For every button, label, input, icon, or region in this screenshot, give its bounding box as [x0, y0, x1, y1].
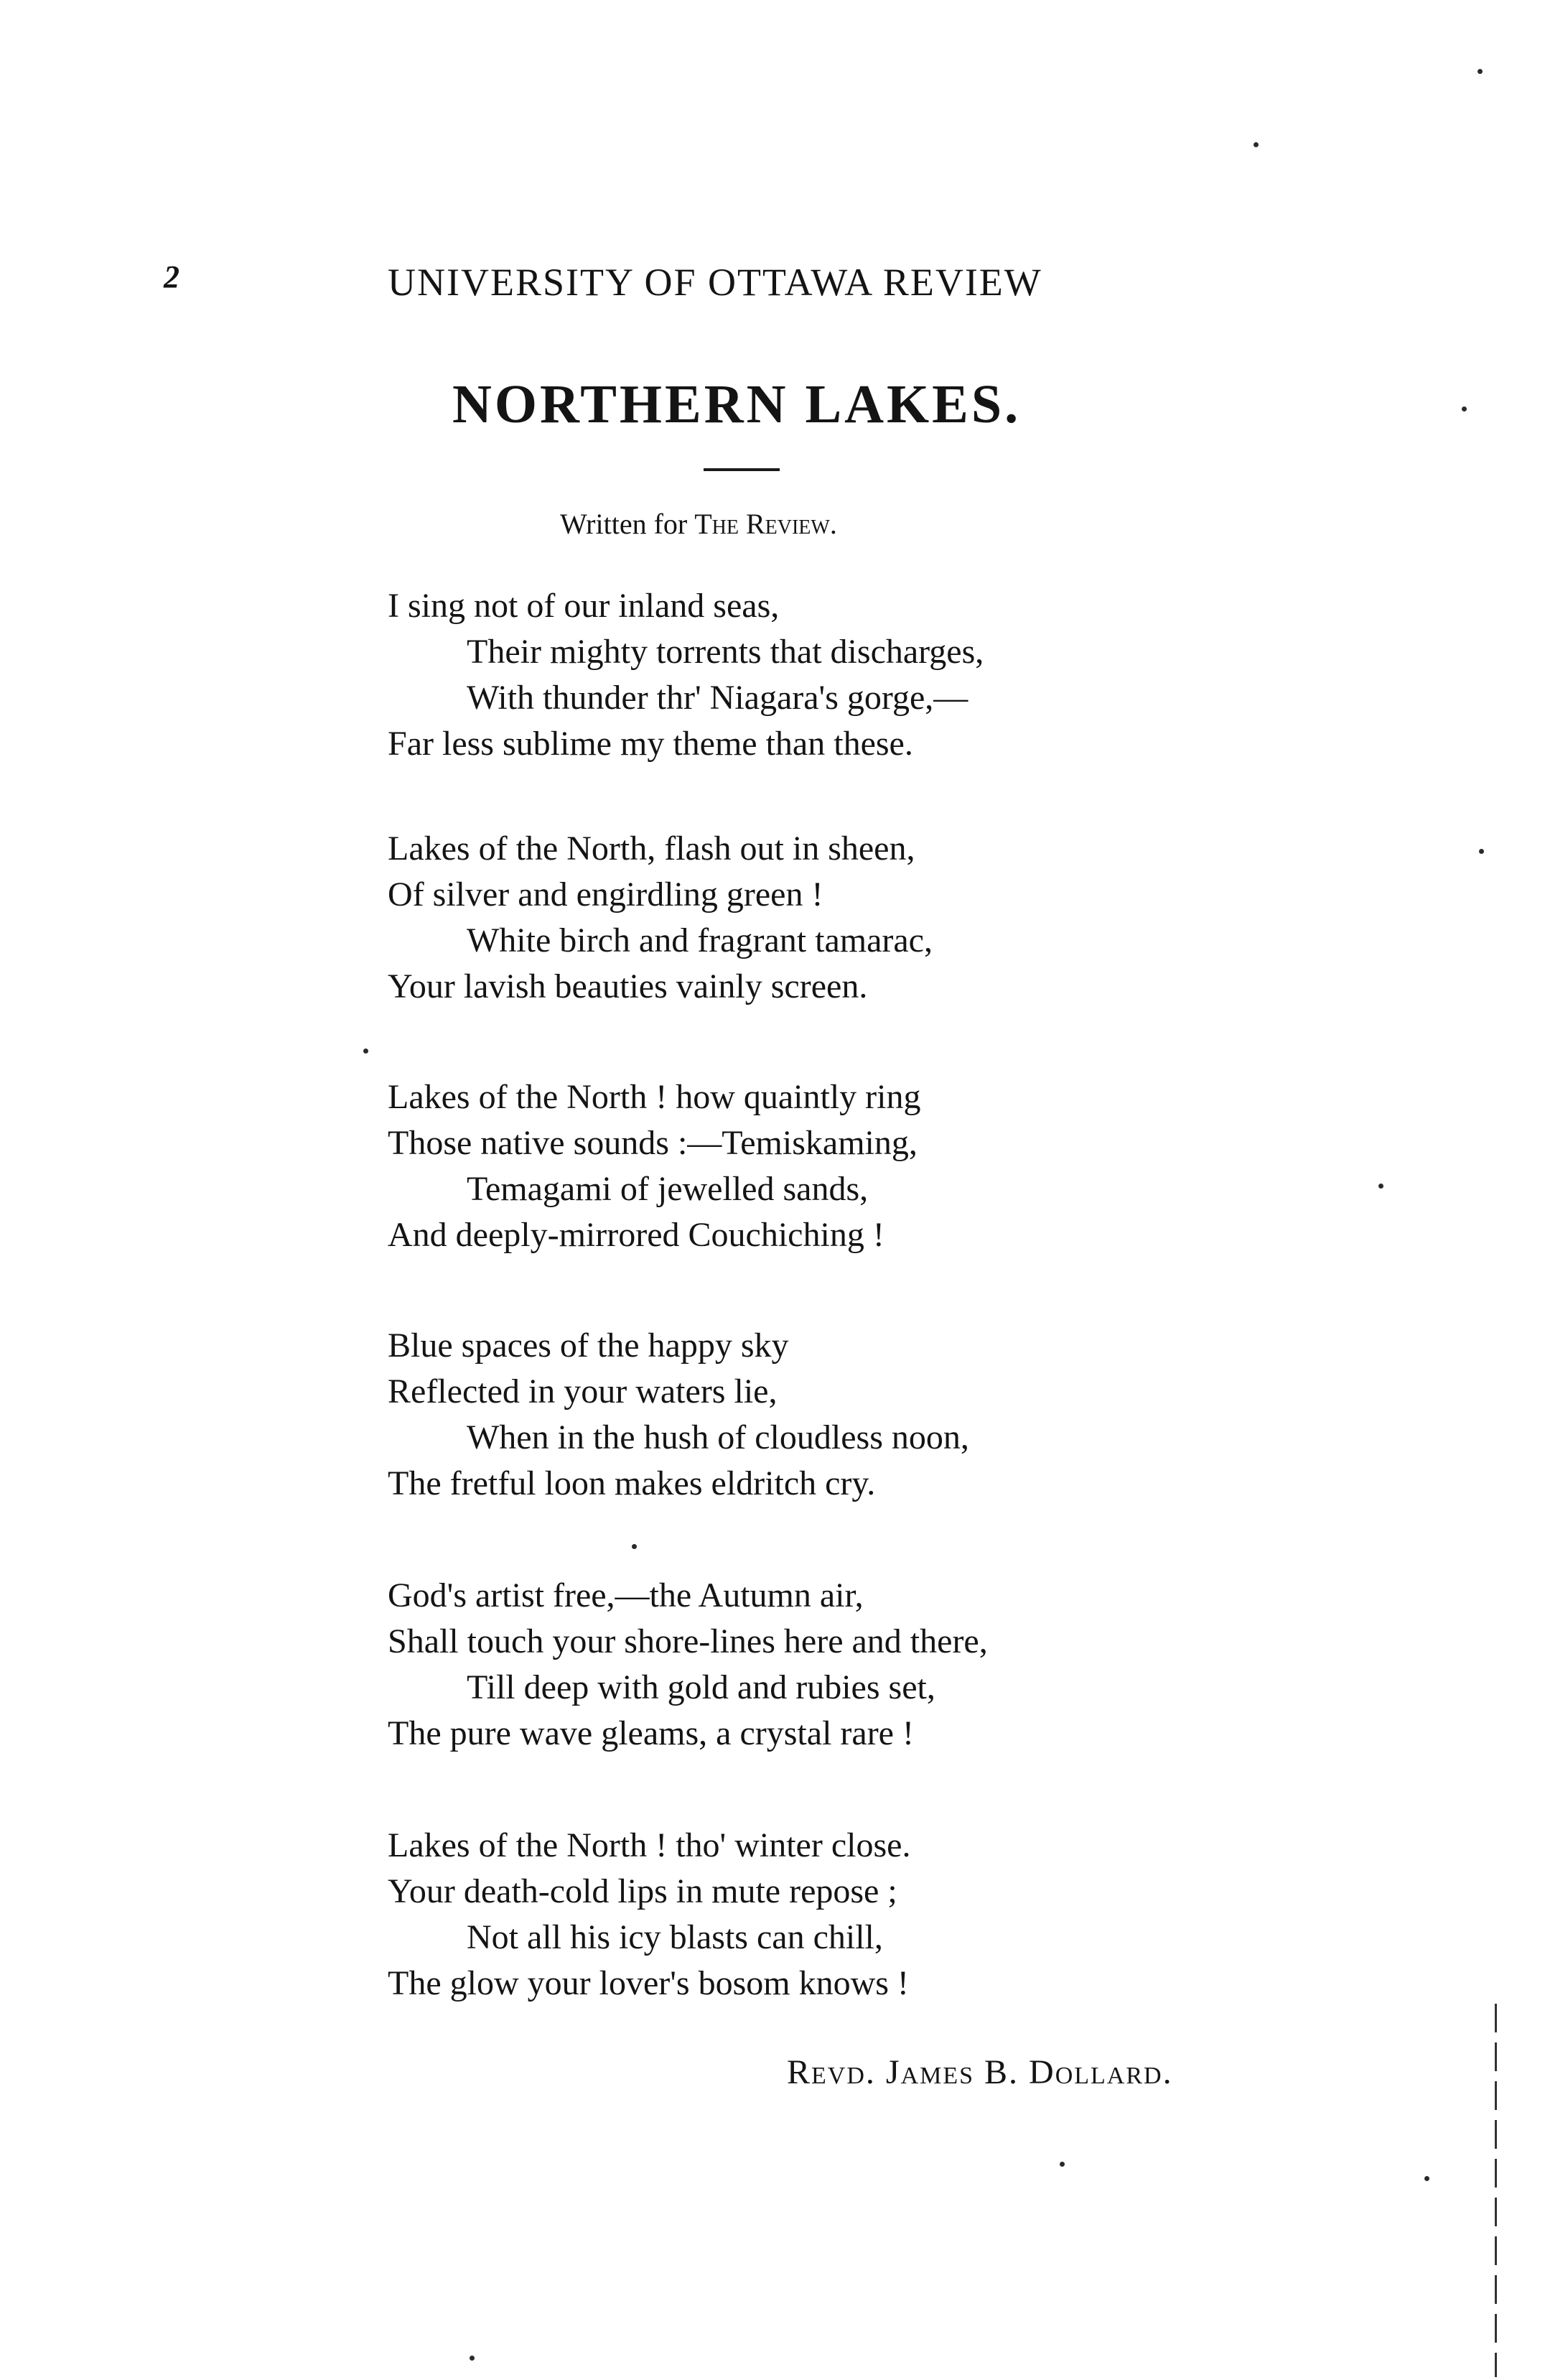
scan-speck: [1479, 849, 1484, 854]
stanza-6: [388, 1823, 1249, 2007]
poem-line: The pure wave gleams, a crystal rare !: [388, 1714, 914, 1752]
dedication-publication: The Review.: [694, 508, 837, 540]
stanza-2: [388, 826, 1249, 1010]
poem-line: Far less sublime my theme than these.: [388, 725, 913, 763]
poem-line: Your death-cold lips in mute repose ;: [388, 1872, 897, 1910]
poem-line: I sing not of our inland seas,: [388, 587, 780, 625]
poem-line: Those native sounds :—Temiskaming,: [388, 1124, 918, 1162]
poem-line: The glow your lover's bosom knows !: [388, 1964, 909, 2002]
poem-line: Their mighty torrents that discharges,: [467, 633, 984, 671]
poem-line: Blue spaces of the happy sky: [388, 1326, 789, 1365]
scan-speck: [363, 1049, 368, 1054]
poem-line: And deeply-mirrored Couchiching !: [388, 1216, 884, 1254]
poem-line: Reflected in your waters lie,: [388, 1372, 778, 1410]
stanza-4: [388, 1323, 1249, 1507]
poem-line: God's artist free,—the Autumn air,: [388, 1576, 864, 1614]
scan-edge-line: [1495, 2004, 1497, 2377]
poem-line: Lakes of the North ! tho' winter close.: [388, 1826, 911, 1864]
poem-line: Lakes of the North, flash out in sheen,: [388, 829, 915, 868]
poem-line: Till deep with gold and rubies set,: [467, 1668, 935, 1706]
dedication-note: [560, 507, 837, 541]
author-signature: Revd. James B. Dollard.: [787, 2053, 1173, 2091]
scan-speck: [1462, 406, 1467, 412]
title-rule: [704, 468, 780, 471]
stanza-3: [388, 1074, 1249, 1258]
poem-line: When in the hush of cloudless noon,: [467, 1418, 969, 1456]
scan-speck: [1378, 1184, 1383, 1189]
scan-speck: [1424, 2176, 1429, 2181]
poem-line: The fretful loon makes eldritch cry.: [388, 1464, 876, 1502]
poem-line: Of silver and engirdling green !: [388, 875, 823, 914]
scan-speck: [1254, 142, 1259, 147]
scan-speck: [632, 1544, 637, 1549]
scan-speck: [470, 2356, 475, 2361]
poem-line: Your lavish beauties vainly screen.: [388, 967, 868, 1005]
poem-line: With thunder thr' Niagara's gorge,—: [467, 679, 968, 717]
poem-line: Not all his icy blasts can chill,: [467, 1918, 883, 1956]
stanza-5: [388, 1573, 1249, 1757]
dedication-prefix: Written for: [560, 508, 695, 540]
poem-title: NORTHERN LAKES.: [452, 374, 1022, 434]
poem-line: White birch and fragrant tamarac,: [467, 921, 933, 959]
scan-speck: [1478, 69, 1483, 74]
scan-speck: [1060, 2162, 1065, 2167]
page-number: 2: [164, 259, 179, 294]
poem-line: Lakes of the North ! how quaintly ring: [388, 1078, 921, 1116]
stanza-1: [388, 583, 1249, 767]
running-head: UNIVERSITY OF OTTAWA REVIEW: [388, 261, 1042, 304]
poem-line: Shall touch your shore-lines here and there,: [388, 1622, 988, 1660]
poem-line: Temagami of jewelled sands,: [467, 1170, 869, 1208]
